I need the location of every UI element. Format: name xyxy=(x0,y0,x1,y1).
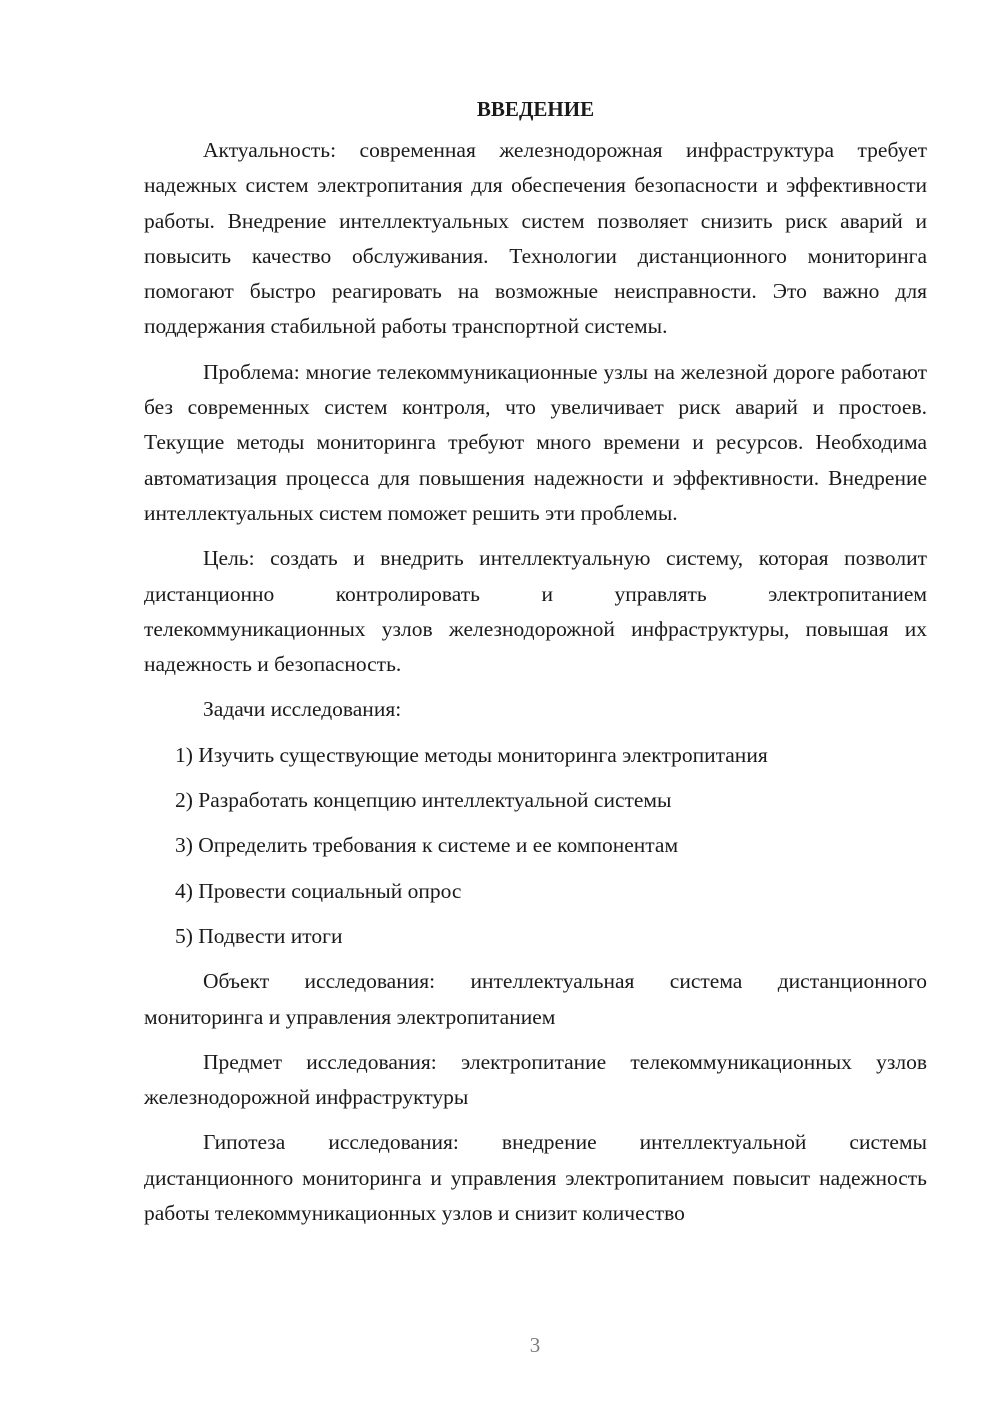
task-item-5: 5) Подвести итоги xyxy=(175,923,343,948)
subject-paragraph: Предмет исследования: электропитание телекоммуникационных узлов железнодорожной инфраструктуры xyxy=(144,1049,927,1110)
task-item-2: 2) Разработать концепцию интеллектуальной системы xyxy=(175,788,672,813)
task-item-4: 4) Провести социальный опрос xyxy=(175,878,462,903)
tasks-list xyxy=(144,738,927,954)
hypothesis-paragraph: Гипотеза исследования: внедрение интеллектуальной системы дистанционного мониторинга и управления электропитанием повысит надежность работы телекоммуникационных узлов и снизит количество xyxy=(144,1130,927,1226)
task-item-1: 1) Изучить существующие методы мониторинга электропитания xyxy=(175,742,768,767)
document-page xyxy=(144,92,927,1241)
tasks-heading: Задачи исследования: xyxy=(203,697,402,722)
relevance-paragraph: Актуальность: современная железнодорожная инфраструктура требует надежных систем электропитания для обеспечения безопасности и эффективности работы. Внедрение интеллектуальных систем позволяет снизить риск аварий и повысить качество обслуживания. Технологии дистанционного мониторинга помогают быстро реагировать на возможные неисправности. Это важно для поддержания стабильной работы транспортной системы. xyxy=(144,138,927,339)
page-number: 3 xyxy=(529,1333,541,1357)
object-paragraph: Объект исследования: интеллектуальная система дистанционного мониторинга и управления электропитанием xyxy=(144,969,927,1029)
task-item-3: 3) Определить требования к системе и ее компонентам xyxy=(175,833,679,858)
page-title: ВВЕДЕНИЕ xyxy=(476,97,595,121)
goal-paragraph: Цель: создать и внедрить интеллектуальную систему, которая позволит дистанционно контролировать и управлять электропитанием телекоммуникационных узлов железнодорожной инфраструктуры, повышая их надежность и безопасность. xyxy=(144,546,927,677)
problem-paragraph: Проблема: многие телекоммуникационные узлы на железной дороге работают без современных систем контроля, что увеличивает риск аварий и простоев. Текущие методы мониторинга требуют много времени и ресурсов. Необходима автоматизация процесса для повышения надежности и эффективности. Внедрение интеллектуальных систем поможет решить эти проблемы. xyxy=(144,359,927,525)
